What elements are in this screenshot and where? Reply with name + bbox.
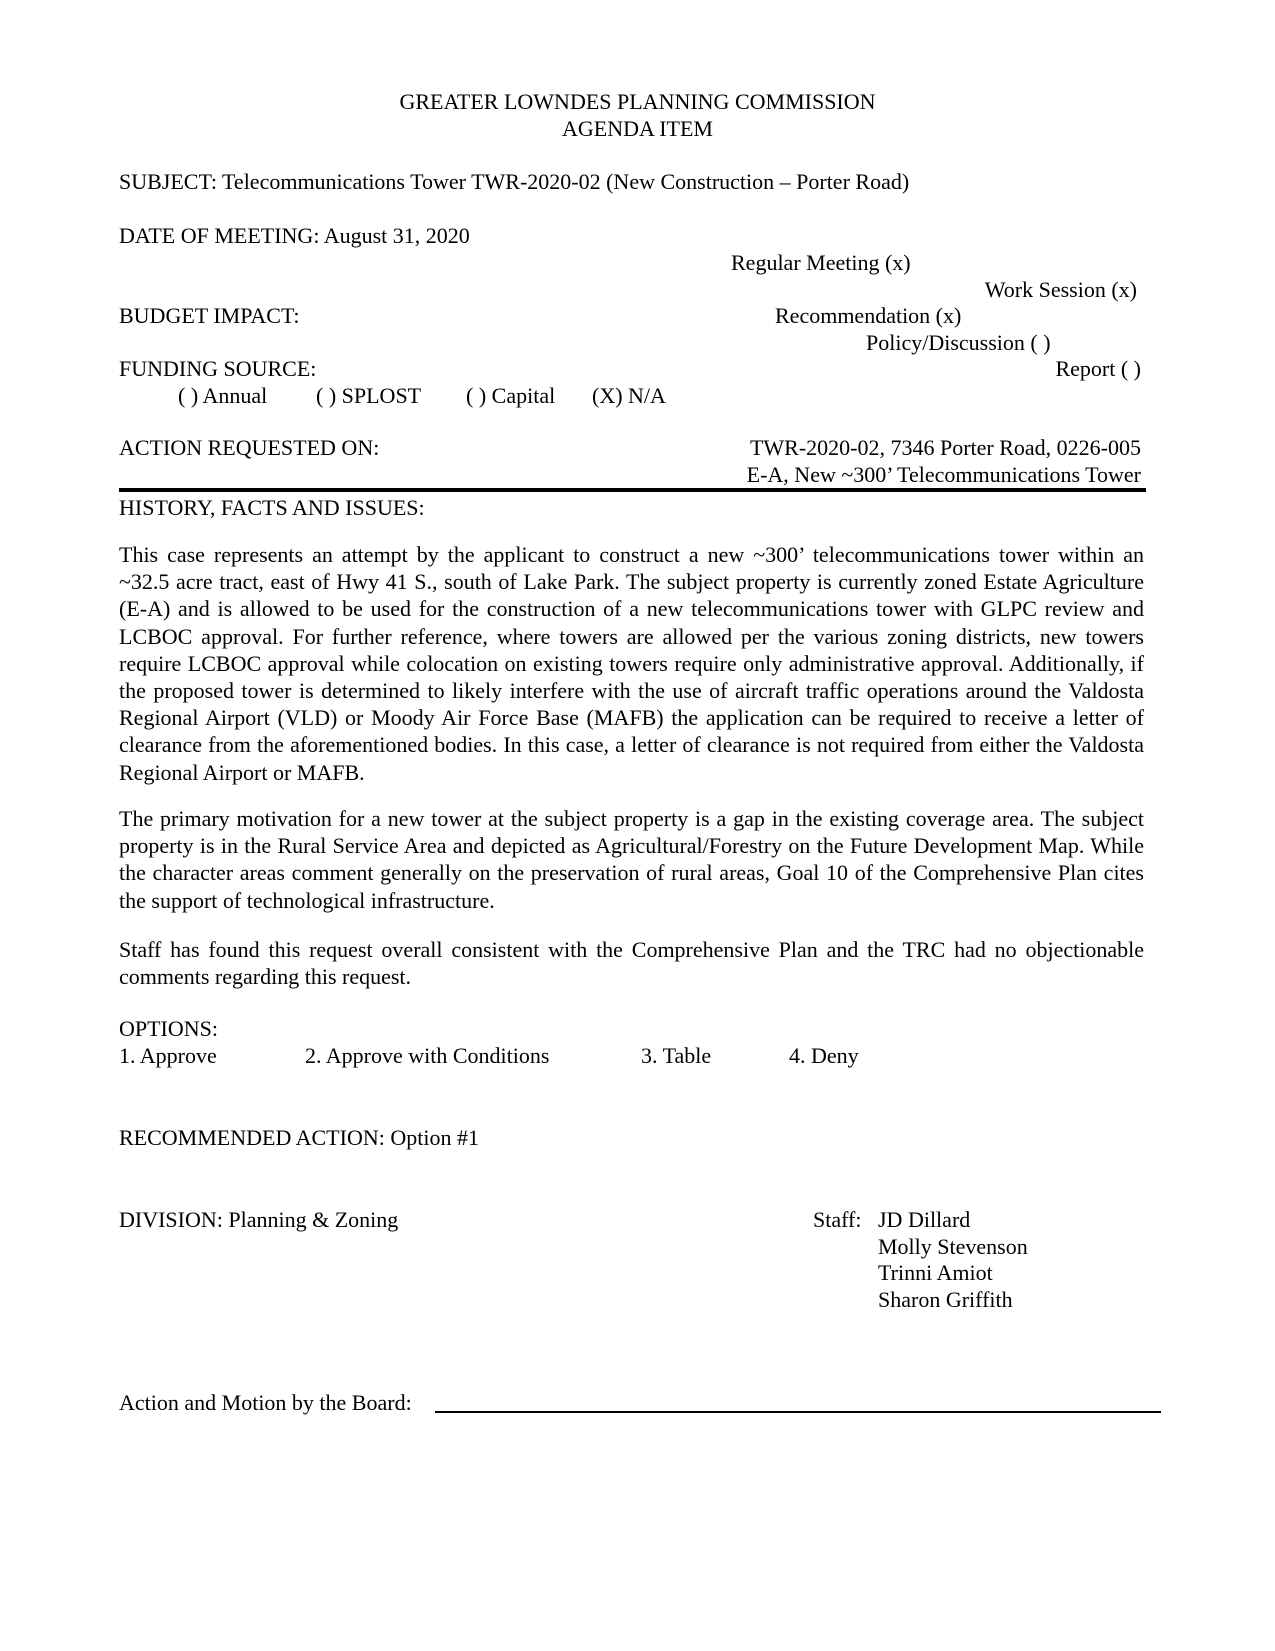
option-approve: 1. Approve — [119, 1043, 217, 1068]
section-divider — [119, 488, 1146, 492]
meeting-type-report: Report ( ) — [1055, 356, 1141, 381]
history-heading: HISTORY, FACTS AND ISSUES: — [119, 495, 425, 520]
action-requested-line1: TWR-2020-02, 7346 Porter Road, 0226-005 — [749, 435, 1141, 460]
meeting-type-regular: Regular Meeting (x) — [731, 250, 911, 275]
date-of-meeting: DATE OF MEETING: August 31, 2020 — [119, 223, 470, 248]
action-requested-label: ACTION REQUESTED ON: — [119, 435, 380, 460]
meeting-type-policy: Policy/Discussion ( ) — [866, 330, 1051, 355]
funding-splost: ( ) SPLOST — [316, 383, 422, 408]
history-paragraph-3: Staff has found this request overall consistent with the Comprehensive Plan and the TRC had no objectionable comments regarding this request. — [119, 937, 1144, 990]
option-approve-with-conditions: 2. Approve with Conditions — [305, 1043, 550, 1068]
funding-capital: ( ) Capital — [466, 383, 556, 408]
staff-name: Trinni Amiot — [878, 1260, 993, 1285]
subject-line: SUBJECT: Telecommunications Tower TWR-2020-02 (New Construction – Porter Road) — [119, 169, 910, 194]
budget-impact-label: BUDGET IMPACT: — [119, 303, 300, 328]
action-requested-line2: E-A, New ~300’ Telecommunications Tower — [746, 462, 1141, 487]
header-commission: GREATER LOWNDES PLANNING COMMISSION — [399, 89, 876, 114]
options-label: OPTIONS: — [119, 1016, 219, 1041]
board-action-label: Action and Motion by the Board: — [119, 1390, 412, 1415]
staff-label: Staff: — [813, 1207, 862, 1232]
history-paragraph-1: This case represents an attempt by the applicant to construct a new ~300’ telecommunications tower within an ~32.5 acre tract, east of Hwy 41 S., south of Lake Park. The subject property is currently zoned Estate Agriculture (E-A) and is allowed to be used for the construction of a new telecommunications tower with GLPC review and LCBOC approval. For further reference, where towers are allowed per the various zoning districts, new towers require LCBOC approval while colocation on existing towers require only administrative approval. Additionally, if the proposed tower is determined to likely interfere with the use of aircraft traffic operations around the Valdosta Regional Airport (VLD) or Moody Air Force Base (MAFB) the application can be required to receive a letter of clearance from the aforementioned bodies. In this case, a letter of clearance is not required from either the Valdosta Regional Airport or MAFB. — [119, 542, 1144, 785]
meeting-type-work-session: Work Session (x) — [984, 277, 1137, 302]
funding-na: (X) N/A — [592, 383, 666, 408]
option-deny: 4. Deny — [789, 1043, 859, 1068]
meeting-type-recommendation: Recommendation (x) — [775, 303, 962, 328]
division: DIVISION: Planning & Zoning — [119, 1207, 399, 1232]
staff-name: Sharon Griffith — [878, 1287, 1013, 1312]
signature-line — [435, 1411, 1161, 1413]
staff-name: Molly Stevenson — [878, 1234, 1028, 1259]
history-paragraph-2: The primary motivation for a new tower at the subject property is a gap in the existing coverage area. The subject property is in the Rural Service Area and depicted as Agricultural/Forestry on the Future Development Map. While the character areas comment generally on the preservation of rural areas, Goal 10 of the Comprehensive Plan cites the support of technological infrastructure. — [119, 806, 1144, 913]
option-table: 3. Table — [641, 1043, 712, 1068]
funding-source-label: FUNDING SOURCE: — [119, 356, 317, 381]
recommended-action: RECOMMENDED ACTION: Option #1 — [119, 1125, 479, 1150]
funding-annual: ( ) Annual — [178, 383, 268, 408]
header-agenda-item: AGENDA ITEM — [562, 116, 713, 141]
staff-name: JD Dillard — [878, 1207, 971, 1232]
